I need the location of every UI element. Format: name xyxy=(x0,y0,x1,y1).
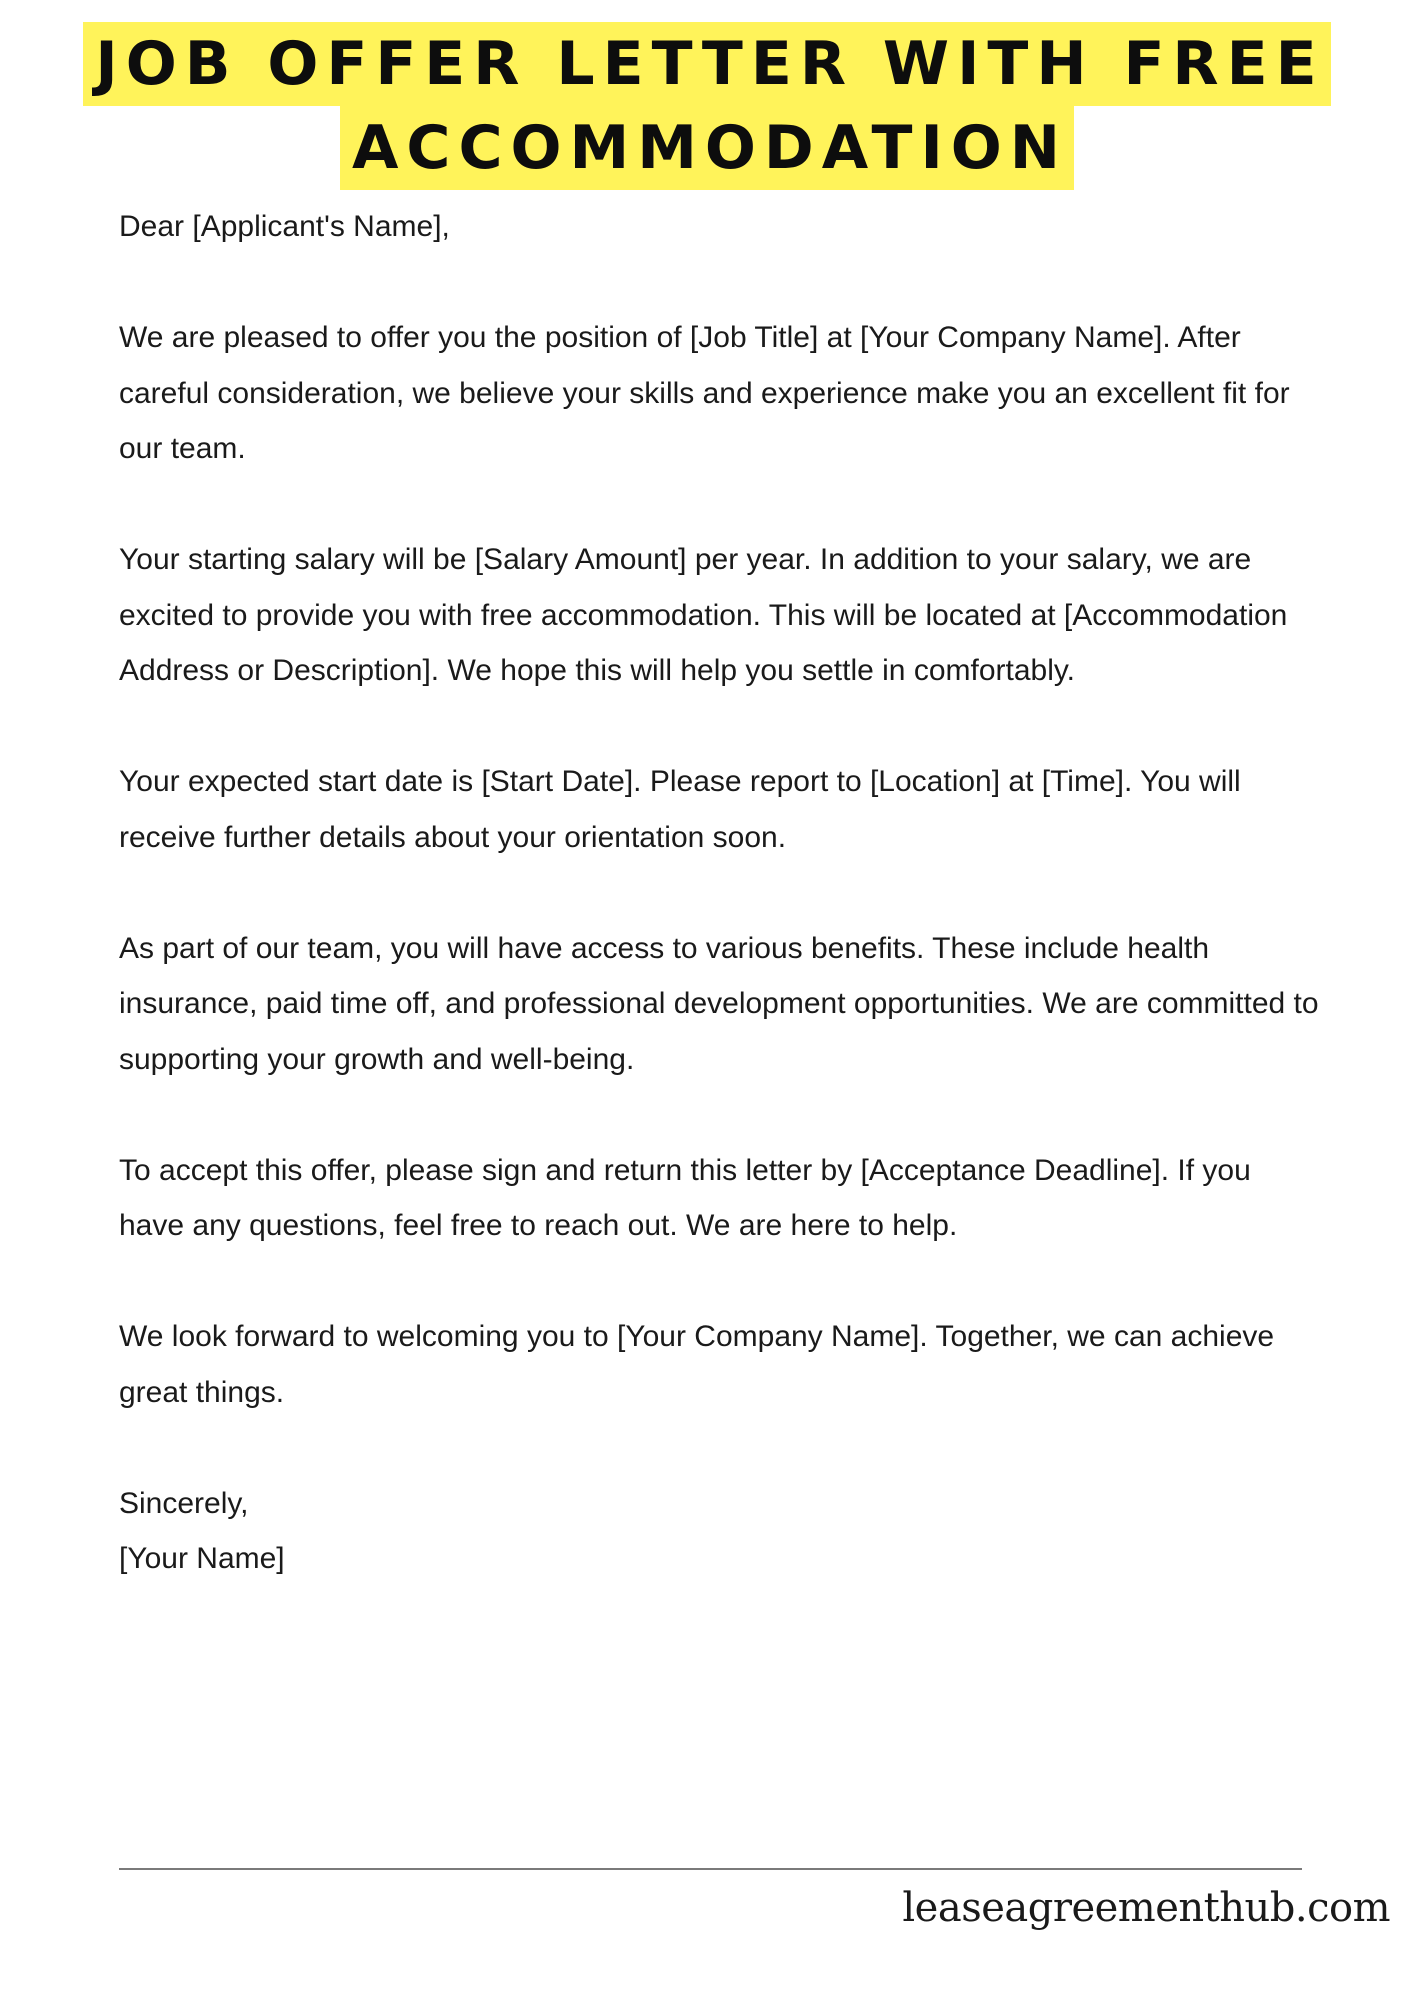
footer-website: leaseagreementhub.com xyxy=(902,1885,1390,1931)
salutation: Dear [Applicant's Name], xyxy=(119,210,450,243)
closing: Sincerely, xyxy=(119,1486,249,1520)
paragraph-start-date: Your expected start date is [Start Date]. Please report to [Location] at [Time]. You will receive further details about your orientation soon. xyxy=(119,765,1241,854)
paragraph-position-offer: We are pleased to offer you the position of [Job Title] at [Your Company Name]. After careful consideration, we believe your skills and experience make you an excellent fit for our team. xyxy=(119,321,1290,465)
title-line-1: JOB OFFER LETTER WITH FREE xyxy=(83,22,1330,106)
paragraph-welcome: We look forward to welcoming you to [Your Company Name]. Together, we can achieve great things. xyxy=(119,1320,1275,1409)
title-line-2: ACCOMMODATION xyxy=(340,106,1074,190)
signature-name: [Your Name] xyxy=(119,1542,285,1575)
paragraph-salary-accommodation: Your starting salary will be [Salary Amount] per year. In addition to your salary, we are excited to provide you with free accommodation. This will be located at [Accommodation Address or Description]. We hope this will help you settle in comfortably. xyxy=(119,543,1288,687)
footer-divider xyxy=(119,1868,1302,1870)
paragraph-benefits: As part of our team, you will have access to various benefits. These include health insurance, paid time off, and professional development opportunities. We are committed to supporting your growth and well-being. xyxy=(119,931,1319,1076)
document-title xyxy=(0,22,1414,190)
letter-body xyxy=(119,199,1319,1587)
paragraph-acceptance: To accept this offer, please sign and return this letter by [Acceptance Deadline]. If you have any questions, feel free to reach out. We are here to help. xyxy=(119,1153,1251,1242)
